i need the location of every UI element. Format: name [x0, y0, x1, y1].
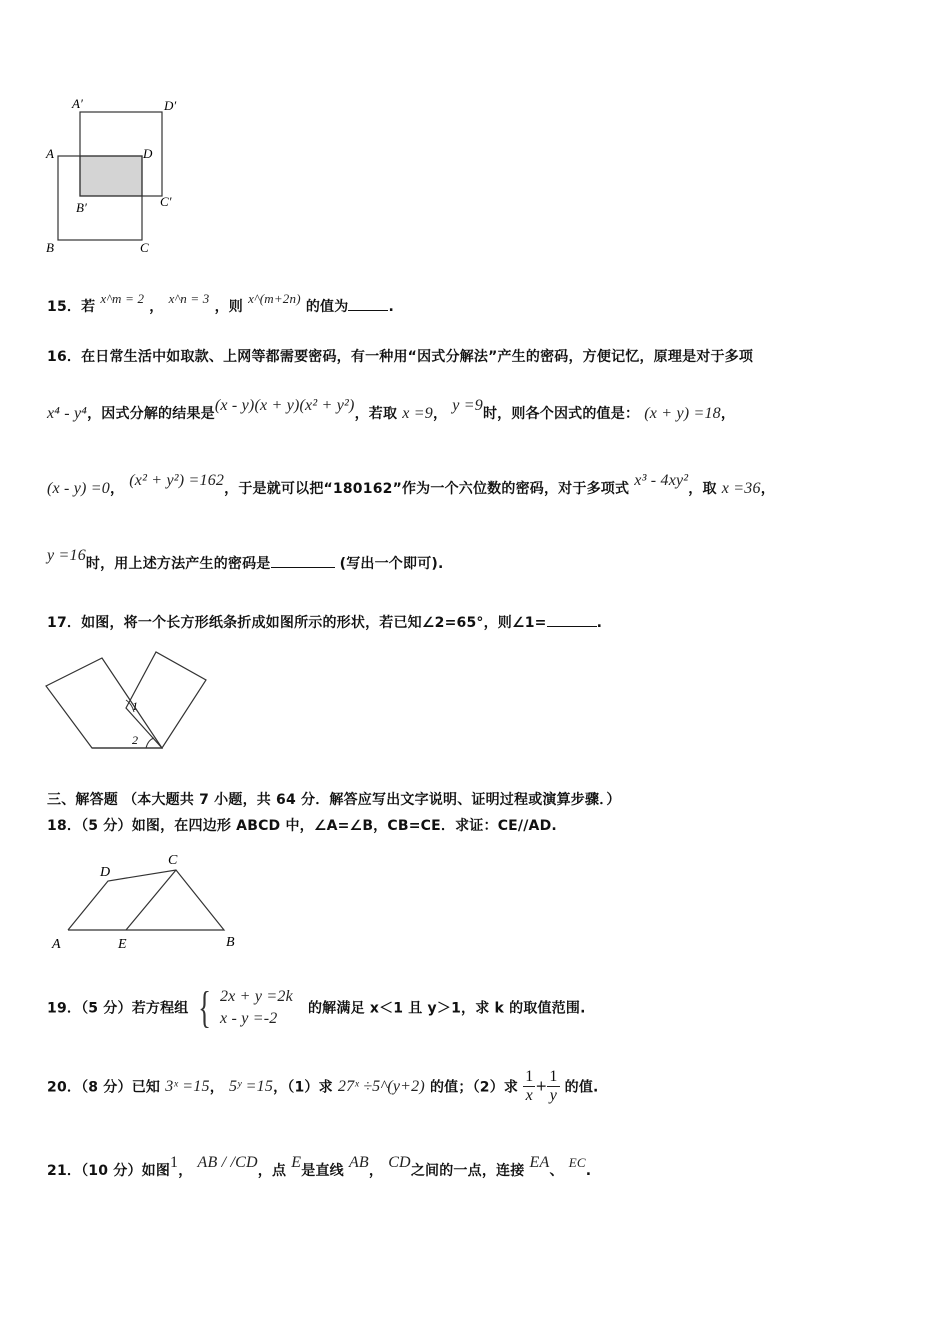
angle-2-arc [146, 738, 154, 748]
label-d: D [100, 865, 111, 880]
q15-math-2: x^n = 3 [168, 291, 210, 306]
strip-right-part [126, 652, 206, 748]
q21-math-ec: EC [568, 1155, 586, 1170]
q16-math-y16: y =16 [47, 547, 86, 564]
question-16-line-3 [47, 472, 775, 498]
q21-end: . [585, 1163, 592, 1179]
q20-math-2: 5ʸ =15 [228, 1077, 274, 1095]
q16-math-sq162: (x² + y²) =162 [129, 472, 225, 489]
fraction-1-over-x [523, 1068, 535, 1105]
q21-math-e: E [291, 1154, 302, 1171]
q16-answer-blank[interactable] [271, 555, 335, 568]
plus-sign: + [535, 1078, 548, 1095]
q15-label: 15．若 [47, 299, 96, 315]
frac1-num: 1 [525, 1068, 534, 1085]
quad-abcd [68, 870, 224, 930]
q16-text-2e: ， [720, 406, 736, 422]
label-b: B [226, 935, 235, 950]
q20-text-1: ，（1）求 [273, 1079, 333, 1096]
question-15 [47, 291, 394, 316]
q17-end: . [596, 615, 603, 631]
q16-text-3b: ，于是就可以把“180162”作为一个六位数的密码，对于多项式 [224, 481, 630, 497]
angle-1-label: 1 [132, 699, 138, 713]
q16-math-x4-y4: x⁴ - y⁴ [47, 405, 88, 422]
q21-text-6: 、 [549, 1163, 564, 1179]
q16-math-poly: x³ - 4xy² [634, 472, 689, 489]
q15-sep-1: ， [149, 299, 164, 315]
equation-1: 2x + y =2k [219, 987, 293, 1005]
angle-2-label: 2 [132, 733, 138, 747]
q16-math-diff0: (x - y) =0 [47, 480, 110, 497]
figure-q14-rectangles [40, 92, 190, 257]
q15-end: . [388, 299, 394, 315]
q16-math-x9: x =9 [402, 405, 433, 422]
q21-math-ea: EA [529, 1154, 550, 1171]
q20-math-1: 3ˣ =15 [165, 1077, 210, 1095]
label-b-prime: B′ [76, 200, 87, 215]
q21-text-1: ， [178, 1163, 193, 1179]
q15-sep-2: ，则 [214, 299, 243, 315]
q16-text-2b: ，若取 [354, 406, 398, 422]
q15-math-1: x^m = 2 [100, 291, 145, 306]
q16-math-y9: y =9 [452, 397, 483, 414]
equation-system [220, 986, 293, 1030]
strip-left-part [46, 658, 162, 748]
label-d: D [143, 146, 153, 161]
q15-math-3: x^(m+2n) [248, 291, 301, 306]
q21-text-5: 之间的一点，连接 [410, 1163, 525, 1179]
label-a: A [46, 146, 54, 161]
q16-text-2d: 时，则各个因式的值是： [482, 406, 640, 422]
q21-text-4: ， [368, 1163, 384, 1179]
q15-tail: 的值为 [305, 299, 349, 315]
label-d-prime: D′ [164, 98, 177, 113]
q20-math-3: 27ˣ ÷5^(y+2) [337, 1077, 425, 1095]
q19-label: 19．（5 分）若方程组 [47, 1000, 189, 1017]
q16-math-factored: (x - y)(x + y)(x² + y²) [214, 397, 355, 414]
q21-math-cd: CD [388, 1154, 411, 1171]
question-19 [47, 982, 586, 1033]
label-a: A [52, 937, 61, 952]
q15-answer-blank[interactable] [348, 298, 388, 311]
q21-math-1: 1 [170, 1154, 179, 1171]
question-18: 18．（5 分）如图，在四边形 ABCD 中，∠A=∠B，CB=CE．求证：CE//AD. [47, 818, 557, 834]
question-17 [47, 612, 602, 632]
label-e: E [118, 937, 127, 952]
fraction-1-over-y [547, 1068, 559, 1105]
q16-text-2c: ， [432, 406, 448, 422]
question-16-line-4 [47, 547, 444, 573]
figure-q18-quadrilateral [46, 850, 246, 955]
label-c: C [140, 240, 149, 255]
q21-text-2: ，点 [257, 1163, 287, 1179]
q20-text-3: 的值. [564, 1079, 599, 1096]
label-c-prime: C′ [160, 194, 172, 209]
q20-label: 20．（8 分）已知 [47, 1079, 161, 1096]
label-c: C [168, 853, 178, 868]
q16-text-2a: ，因式分解的结果是 [87, 406, 215, 422]
question-16-line-1: 16．在日常生活中如取款、上网等都需要密码，有一种用“因式分解法”产生的密码，方便记忆，原理是对于多项 [47, 349, 754, 365]
q21-math-ab-cd: AB / /CD [197, 1154, 258, 1171]
section-3-heading: 三、解答题 （本大题共 7 小题，共 64 分．解答应写出文字说明、证明过程或演算步骤．） [47, 792, 621, 808]
equation-2: x - y =-2 [219, 1009, 278, 1027]
figure-q17-folded-strip [42, 648, 212, 756]
q16-text-4b: (写出一个即可). [339, 556, 444, 572]
shaded-overlap [80, 156, 142, 196]
question-20 [47, 1068, 599, 1105]
segment-ce [126, 870, 176, 930]
q17-text: 17．如图，将一个长方形纸条折成如图所示的形状，若已知∠2=65°，则∠1= [47, 615, 547, 631]
q21-text-3: 是直线 [301, 1163, 344, 1179]
frac2-den: y [549, 1087, 558, 1104]
label-b: B [46, 240, 54, 255]
q16-math-sum18: (x + y) =18 [644, 405, 721, 422]
q16-text-3d: ， [760, 481, 775, 497]
system-brace: { [197, 983, 211, 1032]
q16-math-x36: x =36 [721, 480, 761, 497]
q17-answer-blank[interactable] [547, 614, 597, 627]
q20-sep-1: ， [209, 1079, 224, 1096]
label-a-prime: A′ [72, 96, 83, 111]
question-16-line-2 [47, 397, 736, 423]
q19-tail: 的解满足 x＜1 且 y＞1，求 k 的取值范围. [307, 1000, 586, 1017]
q16-text-3c: ，取 [688, 481, 717, 497]
frac1-den: x [525, 1087, 533, 1104]
q21-math-ab: AB [348, 1154, 369, 1171]
q16-text-3a: ， [109, 481, 125, 497]
frac2-num: 1 [549, 1068, 558, 1085]
q16-text-4a: 时，用上述方法产生的密码是 [85, 556, 271, 572]
question-21 [47, 1154, 592, 1180]
q21-label: 21．（10 分）如图 [47, 1163, 171, 1179]
q20-text-2: 的值；（2）求 [429, 1079, 519, 1096]
